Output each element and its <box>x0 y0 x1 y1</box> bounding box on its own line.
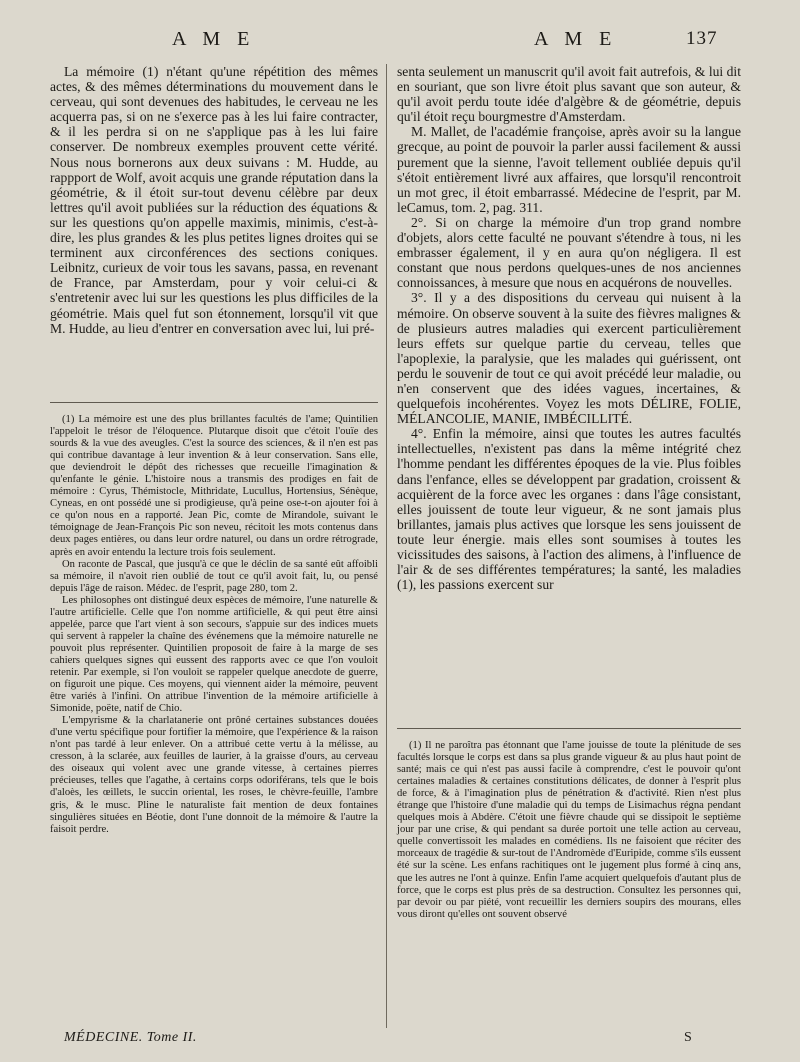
left-paragraph: La mémoire (1) n'étant qu'une répétition des mêmes actes, & des mêmes déterminations du mouvement dans le cerveau, qui sont devenues des habitudes, le cerveau ne les acquerra pas, si on ne s'exerce pas à les lui faire contracter, & il les perdra si on ne s'applique pas à les lui faire conserver. De nombreux exemples prouvent cette vérité. Nous nous bornerons aux deux suivans : M. Hudde, au rappport de Wolf, avoit acquis une grande réputation dans la géométrie, & il étoit sur-tout devenu célèbre par deux lettres qu'il avoit publiées sur la réduction des équations & sur les questions qu'on appelle maximis, minimis, c'est-à-dire, les plus grandes & les plus petites lignes droites qui se terminent aux circonférences des sections coniques. Leibnitz, curieux de voir tous les savans, passa, en revenant de France, par Amsterdam, pour y voir celui-ci & s'entretenir avec lui sur les questions les plus difficiles de la géométrie. Mais quel fut son étonnement, lorsqu'il vit que M. Hudde, au lieu d'entrer en conversation avec lui, lui pré- <box>50 64 378 336</box>
left-body <box>50 64 378 336</box>
page-number: 137 <box>686 28 718 49</box>
right-paragraph: senta seulement un manuscrit qu'il avoit fait autrefois, & lui dit en souriant, que son livre étoit plus savant que son auteur, & qu'il avoit perdu toute idée d'algèbre & de géométrie, depuis qu'il étoit reçu bourgmestre d'Amsterdam. <box>397 64 741 125</box>
left-footnote: (1) La mémoire est une des plus brillantes facultés de l'ame; Quintilien l'appeloit le trésor de l'éloquence. Plutarque disoit que c'étoit l'ouïe des sourds & la vue des aveugles. C'est la source des sciences, & il n'en est pas qui contribue davantage à leur invention & à leur conservation. Sans elle, que deviendroit le dépôt des richesses que recueille l'imagination & qu'enfante le génie. L'histoire nous a transmis des prodiges en fait de mémoire : Cyrus, Thémistocle, Mithridate, Lucullus, Hortensius, Sénèque, Cyneas, en ont possédé une si prodigieuse, qu'à peine ose-t-on ajouter foi à ce qu'on nous en a rapporté. Jean Pic, comte de Mirandole, suivant le témoignage de Jean-François Pic son neveu, récitoit les mots contenus dans deux pages entières, ou dans leur ordre naturel, ou dans un ordre rétrograde, après en avoir entendu la lecture trois fois seulement. <box>50 414 378 558</box>
right-body <box>397 64 741 592</box>
left-footnote-rule <box>50 402 378 403</box>
right-paragraph: 2°. Si on charge la mémoire d'un trop grand nombre d'objets, alors cette faculté ne pouvant s'étendre à tous, ni les embrasser également, il y en aura qu'on négligera. Il est constant que nous perdons quelques-unes de nos anciennes connoissances, à mesure que nous en acquérons de nouvelles. <box>397 214 741 291</box>
running-head-right: A M E <box>534 28 618 50</box>
right-paragraph: M. Mallet, de l'académie françoise, après avoir su la langue grecque, au point de pouvoir la parler aussi facilement & aussi purement que la sienne, l'avoit tellement oubliée depuis qu'il s'étoit entièrement livré aux affaires, que lorsqu'il rencontroit un mot grec, il étoit embarrassé. Médecine de l'esprit, par M. leCamus, tom. 2, pag. 311. <box>397 124 741 215</box>
signature-mark: S <box>684 1030 692 1045</box>
right-footnote-rule <box>397 728 741 729</box>
left-footnote: On raconte de Pascal, que jusqu'à ce que le déclin de sa santé eût affoibli sa mémoire, il n'avoit rien oublié de tout ce qu'il avoit fait, lu, ou pensé depuis l'âge de raison. Médec. de l'esprit, page 280, tom 2. <box>50 558 378 594</box>
signature-line: MÉDECINE. Tome II. <box>64 1030 197 1045</box>
right-paragraph: 3°. Il y a des dispositions du cerveau qui nuisent à la mémoire. On observe souvent à la suite des fièvres malignes & de plusieurs autres maladies qui exercent particulièrement leurs effets sur quelque partie du cerveau, telles que l'apoplexie, la paralysie, que les malades qui guérissent, ont perdu le souvenir de tout ce qui avoit précédé leur maladie, ou n'en conservent que des idées vagues, incertaines, & quelquefois incohérentes. Voyez les mots DÉLIRE, FOLIE, MÉLANCOLIE, MANIE, IMBÉCILLITÉ. <box>397 290 741 427</box>
left-footnote: Les philosophes ont distingué deux espèces de mémoire, l'une naturelle & l'autre artificielle. Celle que l'on nomme artificielle, & qui peut être ainsi appelée, parce que l'art vient à son secours, s'appuie sur des indices muets qui servent à rappeler la chaîne des événemens que la mémoire naturelle ne pouvoit plus représenter. Quintilien proposoit de faire à la marge de ses cahiers quelques signes qui eussent des rapports avec ce que l'on vouloit retenir. Par exemple, si l'on vouloit se rappeler quelque anecdote de guerre, on figuroit une pique. Ces moyens, qui viennent aider la mémoire, peuvent être variés à l'infini. On attribue l'invention de la mémoire artificielle à Simonide, poëte, natif de Chio. <box>50 594 378 715</box>
right-footnotes <box>397 740 741 921</box>
left-footnotes <box>50 414 378 836</box>
column-divider <box>386 64 387 1028</box>
right-footnote: (1) Il ne paroîtra pas étonnant que l'ame jouisse de toute la plénitude de ses facultés lorsque le corps est dans sa plus grande vigueur & au plus haut point de santé; mais ce qui n'est pas aussi facile à comprendre, c'est le pouvoir qu'ont certaines maladies & certaines constitutions délicates, de donner à l'esprit plus de force, & à l'imagination plus de pénétration & d'activité. Rien n'est plus étrange que l'histoire d'une maladie qui du temps de Lisimachus régna pendant quelques mois à Abdère. C'étoit une fièvre chaude qui se dissipoit le septième jour par une crise, & qui pendant sa durée portoit une telle action au cerveau, quelle convertissoit les malades en comédiens. Ils ne faisoient que réciter des morceaux de tragédie & sur-tout de l'Andromède d'Euripide, comme s'ils eussent été sur la scène. Les enfans rachitiques ont le jugement plus formé à cinq ans, que les autres ne l'ont à quinze. Enfin l'ame acquiert quelquefois d'autant plus de force, que le corps est plus près de sa destruction. Consultez les personnes qui, par devoir ou par piété, vont recueillir les derniers soupirs des mourans, elles vous diront qu'elles ont souvent observé <box>397 740 741 920</box>
right-paragraph: 4°. Enfin la mémoire, ainsi que toutes les autres facultés intellectuelles, n'existent pas dans la même intégrité chez l'homme pendant les différentes époques de la vie. Plus foibles dans l'enfance, elles se développent par gradation, croissent & acquièrent de la force avec les organes : dans l'âge consistant, elles jouissent de toute leur vigueur, & ne sont jamais plus brillantes, jamais plus actives que lorsque les sens jouissent de toute leur énergie. mais elles sont soumises à toutes les vicissitudes des saisons, à l'action des alimens, à l'influence de l'air & de ses différentes températures; la santé, les maladies (1), les passions exercent sur <box>397 426 741 593</box>
left-footnote: L'empyrisme & la charlatanerie ont prôné certaines substances douées d'une vertu spécifique pour fortifier la mémoire, que l'expérience & la raison n'ont pas tardé à leur enlever. On a attribué cette vertu à la mélisse, au cresson, à la sclarée, aux feuilles de laurier, à la graisse d'ours, au cerveau des oiseaux qui volent avec une grande vitesse, à certaines pierres précieuses, telles que l'agathe, à certains corps odoriférans, tels que le bois d'aloès, les œillets, le succin oriental, les roses, le chèvre-feuille, l'ambre gris, & le musc. Pline le naturaliste fait mention de deux fontaines singulières situées en Béotie, dont l'une donnoit de la mémoire & l'autre la faisoit perdre. <box>50 715 378 835</box>
running-head-left: A M E <box>172 28 256 50</box>
